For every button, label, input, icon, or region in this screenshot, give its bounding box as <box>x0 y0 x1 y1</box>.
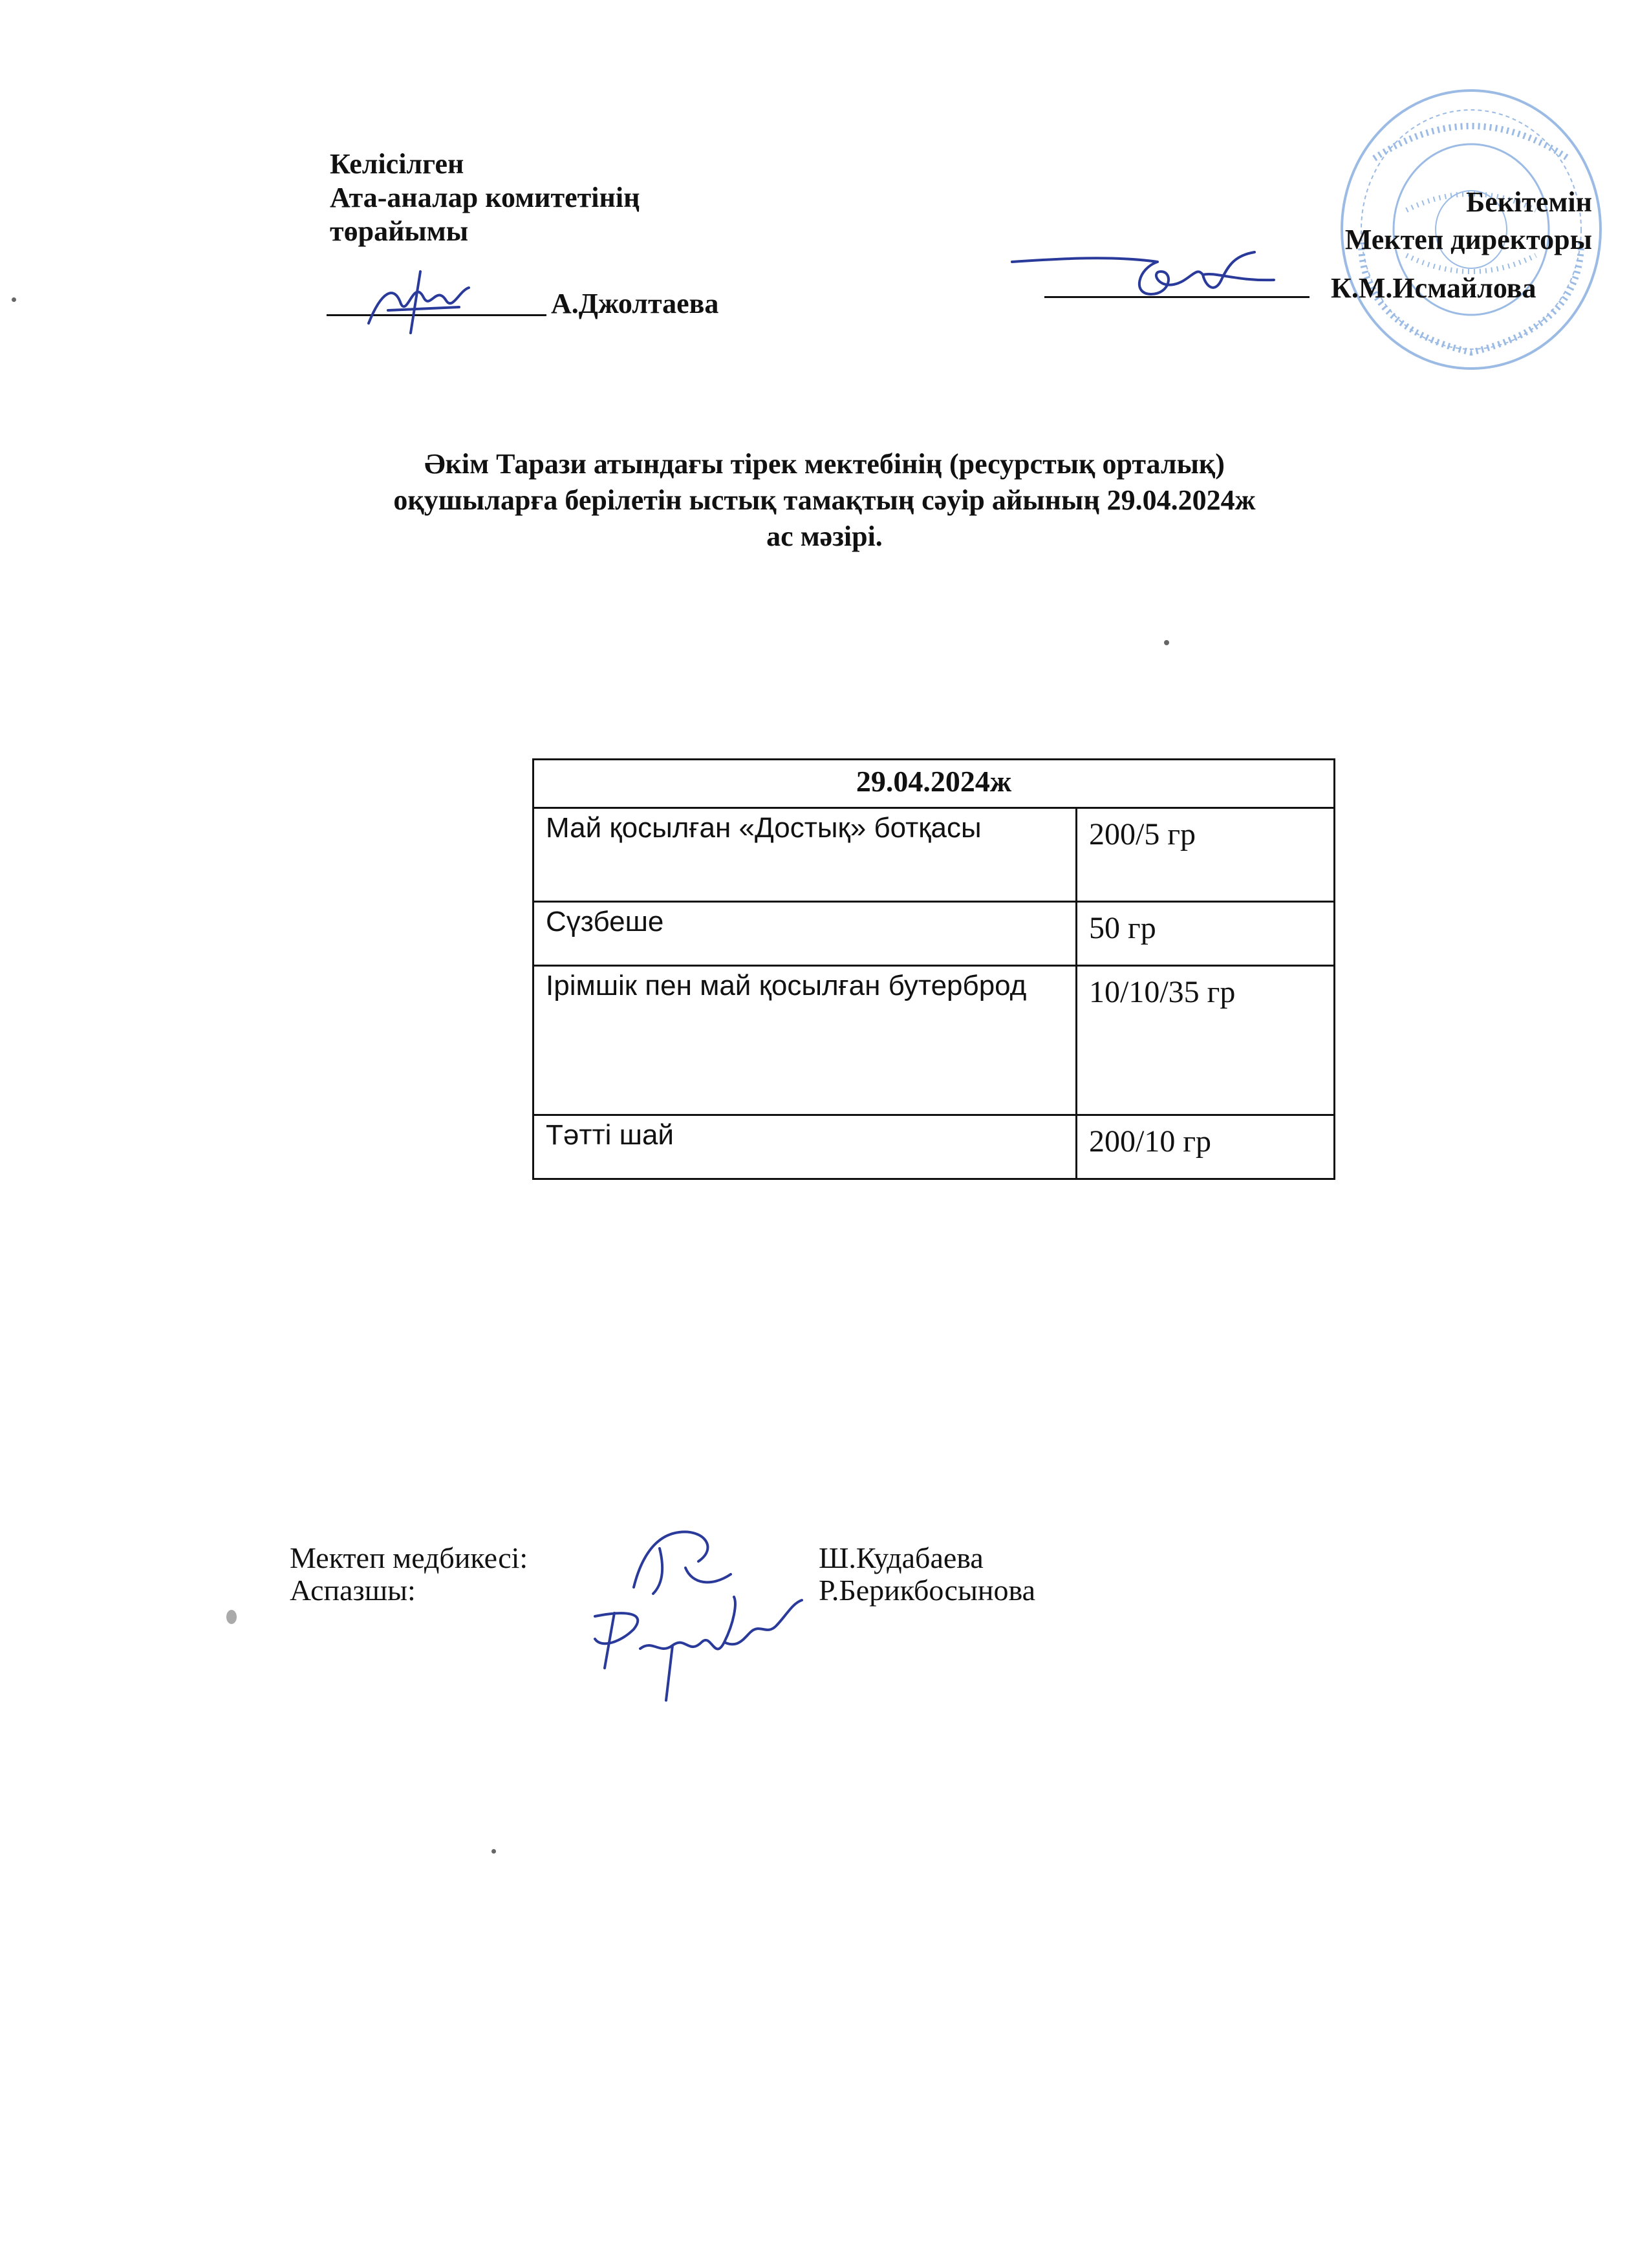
approval-confirm-label: Бекітемін <box>1466 186 1592 218</box>
menu-date-header: 29.04.2024ж <box>534 760 1335 808</box>
table-row <box>534 902 1335 966</box>
dish-portion: 200/5 гр <box>1077 808 1335 902</box>
scan-speck <box>12 297 16 302</box>
dish-name: Сүзбеше <box>534 902 1077 966</box>
menu-table-header-row <box>534 760 1335 808</box>
dish-name: Тәтті шай <box>534 1115 1077 1179</box>
dish-portion: 10/10/35 гр <box>1077 966 1335 1115</box>
parent-committee-label: Ата-аналар комитетінің <box>330 182 640 213</box>
dish-name: Май қосылған «Достық» ботқасы <box>534 808 1077 902</box>
signature-line-left <box>327 314 546 316</box>
director-label: Мектеп директоры <box>1344 224 1592 255</box>
cook-name: Р.Берикбосынова <box>819 1574 1036 1607</box>
title-line-1: Әкім Тарази атындағы тірек мектебінің (ресурстық орталық) <box>424 448 1225 480</box>
dish-portion: 50 гр <box>1077 902 1335 966</box>
nurse-role: Мектеп медбикесі: <box>290 1541 528 1574</box>
scan-speck <box>226 1610 237 1624</box>
nurse-name: Ш.Кудабаева <box>819 1541 984 1574</box>
approval-agreed-block <box>330 147 640 248</box>
table-row <box>534 966 1335 1115</box>
nurse-signature <box>621 1523 744 1600</box>
cook-signature <box>576 1578 808 1707</box>
director-name: К.М.Исмайлова <box>1331 272 1536 304</box>
director-signature <box>1009 242 1280 314</box>
scan-speck <box>491 1849 496 1854</box>
approval-agreed-label: Келісілген <box>330 148 464 180</box>
table-row <box>534 1115 1335 1179</box>
approval-confirm-block <box>1345 184 1592 259</box>
menu-title <box>259 446 1390 555</box>
title-line-2: оқушыларға берілетін ыстық тамақтың сәуір айының 29.04.2024ж <box>393 484 1256 516</box>
table-row <box>534 808 1335 902</box>
scan-speck <box>1164 640 1169 645</box>
dish-name: Ірімшік пен май қосылған бутерброд <box>534 966 1077 1115</box>
cook-role: Аспазшы: <box>290 1574 416 1607</box>
title-line-3: ас мәзірі. <box>766 520 883 552</box>
dish-portion: 200/10 гр <box>1077 1115 1335 1179</box>
chairperson-signature <box>362 265 472 336</box>
menu-table <box>532 758 1335 1180</box>
chairperson-name: А.Джолтаева <box>551 288 719 319</box>
signature-line-right <box>1044 296 1310 298</box>
chairperson-label: төрайымы <box>330 215 469 247</box>
